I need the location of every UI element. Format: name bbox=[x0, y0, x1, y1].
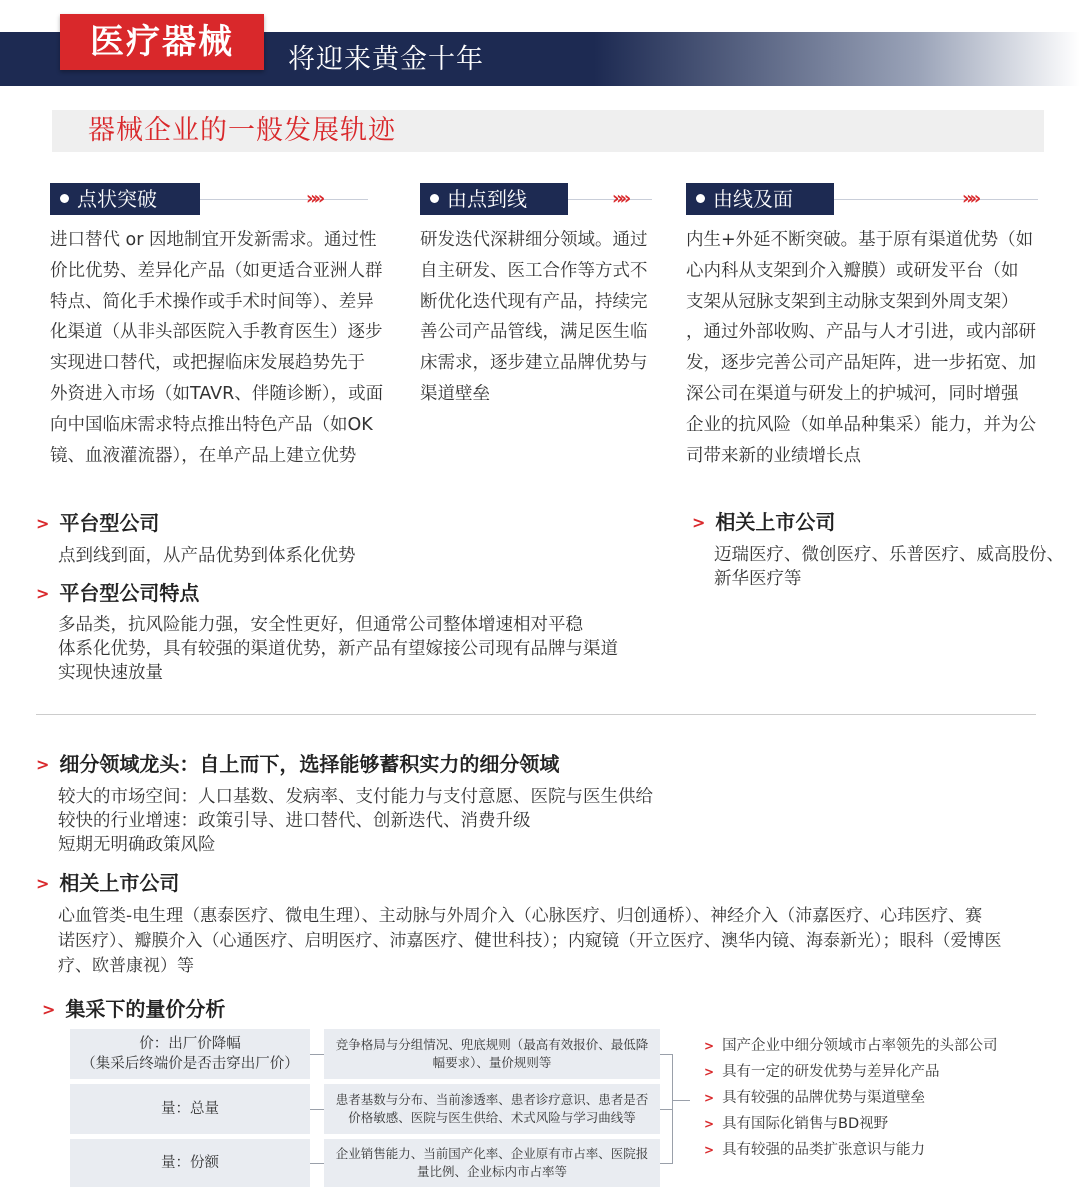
bullet-dot-icon bbox=[430, 194, 439, 203]
text-line: 价比优势、差异化产品（如更适合亚洲人群 bbox=[50, 260, 383, 281]
divider bbox=[36, 714, 1036, 715]
bracket-line bbox=[672, 1054, 673, 1164]
analysis-left-box-2 bbox=[70, 1084, 310, 1134]
conclusion-text: 具有一定的研发优势与差异化产品 bbox=[722, 1064, 940, 1080]
heading-text: 平台型公司 bbox=[59, 511, 160, 535]
conclusion-text: 具有较强的品牌优势与渠道壁垒 bbox=[722, 1090, 926, 1106]
text-line: 外资进入市场（如TAVR、伴随诊断），或面 bbox=[50, 383, 384, 404]
connector-line bbox=[660, 1109, 672, 1110]
text-line: 实现进口替代，或把握临床发展趋势先于 bbox=[50, 353, 365, 374]
analysis-mid-box-1 bbox=[324, 1029, 660, 1079]
text-line: 床需求，逐步建立品牌优势与 bbox=[420, 353, 648, 374]
double-chevron-icon: »» bbox=[306, 188, 322, 209]
niche-listed-heading bbox=[36, 869, 179, 899]
chevron-right-icon: > bbox=[36, 874, 50, 893]
analysis-heading bbox=[42, 995, 225, 1025]
stage-title-2: 由点到线 bbox=[447, 187, 527, 211]
text-line: 司带来新的业绩增长点 bbox=[686, 445, 861, 466]
heading-text: 相关上市公司 bbox=[715, 510, 836, 534]
conclusion-item-5 bbox=[704, 1140, 925, 1160]
text-line: 进口替代 or 因地制宜开发新需求。通过性 bbox=[50, 230, 377, 250]
stage-text-3 bbox=[686, 225, 1046, 471]
conclusion-item-2 bbox=[704, 1062, 940, 1082]
analysis-mid-box-2 bbox=[324, 1084, 660, 1134]
conclusion-item-4 bbox=[704, 1114, 888, 1134]
niche-heading bbox=[36, 750, 559, 780]
text-line: 企业的抗风险（如单品种集采）能力，并为公 bbox=[686, 414, 1036, 435]
box-line: （集采后终端价是否击穿出厂价） bbox=[81, 1056, 299, 1072]
bullet-dot-icon bbox=[60, 194, 69, 203]
double-chevron-icon: »» bbox=[612, 188, 628, 209]
box-line: 企业销售能力、当前国产化率、企业原有市占率、医院报 bbox=[335, 1146, 649, 1161]
platform-heading bbox=[36, 509, 159, 539]
stage-title-3: 由线及面 bbox=[713, 187, 793, 211]
stage-tag-1 bbox=[50, 183, 200, 215]
niche-line-2: 较快的行业增速：政策引导、进口替代、创新迭代、消费升级 bbox=[58, 811, 531, 831]
box-line: 价：出厂价降幅 bbox=[139, 1036, 241, 1052]
header-tag: 医疗器械 bbox=[60, 14, 264, 70]
section-title: 器械企业的一般发展轨迹 bbox=[88, 115, 396, 146]
text-line: 善公司产品管线，满足医生临 bbox=[420, 322, 648, 343]
box-line: 量比例、企业标内市占率等 bbox=[416, 1164, 567, 1179]
connector-line bbox=[310, 1054, 324, 1055]
stage-tag-3 bbox=[686, 183, 834, 215]
conclusion-text: 具有较强的品类扩张意识与能力 bbox=[722, 1142, 926, 1158]
text-line: ，通过外部收购、产品与人才引进，或内部研 bbox=[686, 322, 1036, 343]
text-line: 化渠道（从非头部医院入手教育医生）逐步 bbox=[50, 322, 383, 343]
text-line: 支架从冠脉支架到主动脉支架到外周支架） bbox=[686, 291, 1019, 312]
stage-text-2 bbox=[420, 225, 660, 410]
niche-listed-line-1: 心血管类-电生理（惠泰医疗、微电生理）、主动脉与外周介入（心脉医疗、归创通桥）、神经介入（沛嘉医疗、心玮医疗、赛 bbox=[58, 906, 983, 926]
box-line: 量：份额 bbox=[161, 1155, 219, 1171]
connector-line bbox=[310, 1109, 324, 1110]
niche-line-1: 较大的市场空间：人口基数、发病率、支付能力与支付意愿、医院与医生供给 bbox=[58, 787, 653, 807]
heading-text: 平台型公司特点 bbox=[59, 581, 200, 605]
analysis-left-box-1 bbox=[70, 1029, 310, 1079]
chevron-right-icon: > bbox=[704, 1117, 715, 1131]
conclusion-item-1 bbox=[704, 1036, 998, 1056]
section-title-bar bbox=[52, 110, 1044, 152]
heading-text: 集采下的量价分析 bbox=[65, 997, 226, 1021]
chevron-right-icon: > bbox=[36, 755, 50, 774]
niche-line-3: 短期无明确政策风险 bbox=[58, 835, 216, 855]
chevron-right-icon: > bbox=[704, 1091, 715, 1105]
text-line: 自主研发、医工合作等方式不 bbox=[420, 260, 648, 281]
box-line: 竞争格局与分组情况、兜底规则（最高有效报价、最低降 bbox=[335, 1037, 649, 1052]
chevron-right-icon: > bbox=[692, 513, 706, 532]
platform-listed-line-2: 新华医疗等 bbox=[714, 569, 802, 589]
heading-text: 细分领域龙头：自上而下，选择能够蓄积实力的细分领域 bbox=[59, 752, 560, 776]
text-line: 渠道壁垒 bbox=[420, 383, 490, 404]
double-chevron-icon: »» bbox=[962, 188, 978, 209]
chevron-right-icon: > bbox=[36, 514, 50, 533]
text-line: 深公司在渠道与研发上的护城河，同时增强 bbox=[686, 383, 1019, 404]
platform-text: 点到线到面，从产品优势到体系化优势 bbox=[58, 546, 356, 566]
niche-listed-line-3: 疗、欧普康视）等 bbox=[58, 956, 194, 976]
chevron-right-icon: > bbox=[704, 1143, 715, 1157]
box-line: 量：总量 bbox=[161, 1101, 219, 1117]
conclusion-item-3 bbox=[704, 1088, 925, 1108]
analysis-mid-box-3 bbox=[324, 1139, 660, 1187]
box-line: 幅要求）、量价规则等 bbox=[432, 1055, 552, 1070]
heading-text: 相关上市公司 bbox=[59, 871, 180, 895]
text-line: 向中国临床需求特点推出特色产品（如OK bbox=[50, 414, 373, 435]
box-line: 患者基数与分布、当前渗透率、患者诊疗意识、患者是否 bbox=[335, 1092, 649, 1107]
platform-listed-line-1: 迈瑞医疗、微创医疗、乐普医疗、威高股份、 bbox=[714, 545, 1064, 565]
chevron-right-icon: > bbox=[704, 1039, 715, 1053]
connector-line bbox=[660, 1163, 672, 1164]
text-line: 特点、简化手术操作或手术时间等）、差异 bbox=[50, 291, 374, 312]
header-subtitle: 将迎来黄金十年 bbox=[288, 44, 484, 75]
platform-feature-line-1: 多品类，抗风险能力强，安全性更好，但通常公司整体增速相对平稳 bbox=[58, 615, 583, 635]
chevron-right-icon: > bbox=[36, 584, 50, 603]
conclusion-text: 具有国际化销售与BD视野 bbox=[722, 1116, 889, 1132]
text-line: 心内科从支架到介入瓣膜）或研发平台（如 bbox=[686, 260, 1019, 281]
text-line: 内生+外延不断突破。基于原有渠道优势（如 bbox=[686, 230, 1034, 250]
text-line: 发，逐步完善公司产品矩阵，进一步拓宽、加 bbox=[686, 353, 1036, 374]
conclusion-text: 国产企业中细分领域市占率领先的头部公司 bbox=[722, 1038, 998, 1054]
stage-tag-2 bbox=[420, 183, 568, 215]
box-line: 价格敏感、医院与医生供给、术式风险与学习曲线等 bbox=[348, 1110, 636, 1125]
text-line: 断优化迭代现有产品，持续完 bbox=[420, 291, 648, 312]
platform-listed-heading bbox=[692, 508, 835, 538]
analysis-left-box-3 bbox=[70, 1139, 310, 1187]
bullet-dot-icon bbox=[696, 194, 705, 203]
connector-line bbox=[660, 1054, 672, 1055]
stage-title-1: 点状突破 bbox=[77, 187, 157, 211]
text-line: 镜、血液灌流器），在单产品上建立优势 bbox=[50, 445, 357, 466]
chevron-right-icon: > bbox=[704, 1065, 715, 1079]
stage-text-1 bbox=[50, 225, 395, 471]
niche-listed-line-2: 诺医疗）、瓣膜介入（心通医疗、启明医疗、沛嘉医疗、健世科技）；内窥镜（开立医疗、澳华内镜、海泰新光）；眼科（爱博医 bbox=[58, 931, 1002, 951]
connector-line bbox=[310, 1163, 324, 1164]
text-line: 研发迭代深耕细分领域。通过 bbox=[420, 230, 648, 250]
chevron-right-icon: > bbox=[42, 1000, 56, 1019]
connector-line bbox=[672, 1100, 690, 1101]
platform-feature-line-2: 体系化优势，具有较强的渠道优势，新产品有望嫁接公司现有品牌与渠道 bbox=[58, 639, 618, 659]
platform-features-heading bbox=[36, 579, 199, 609]
platform-feature-line-3: 实现快速放量 bbox=[58, 663, 163, 683]
